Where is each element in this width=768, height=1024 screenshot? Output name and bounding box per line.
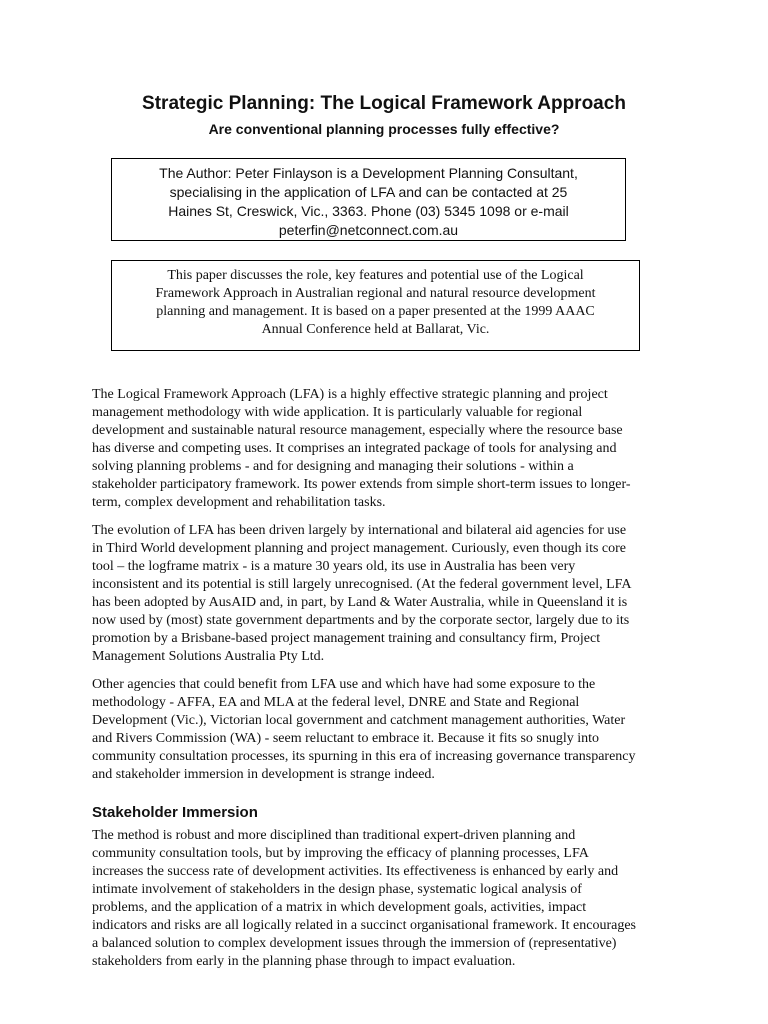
text-line: increases the success rate of development activities. Its effectiveness is enhanced by early and [92, 864, 619, 879]
text-segment: LFA [559, 846, 589, 861]
author-line: specialising in the application of LFA and can be contacted at 25 [169, 184, 568, 200]
text-line [92, 845, 684, 863]
text-line: term, complex development and rehabilitation tasks. [92, 495, 386, 510]
text-line: stakeholder participatory framework. Its power extends from simple short-term issues to longer- [92, 477, 631, 492]
document-subtitle: Are conventional planning processes fully effective? [208, 121, 560, 137]
author-line: Haines St, Creswick, Vic., 3363. Phone (03) 5345 1098 or e-mail [168, 203, 569, 219]
text-line: tool – the logframe matrix - is a mature 30 years old, its use in Australia has been very [92, 559, 576, 574]
author-box [111, 158, 626, 241]
text-line: problems, and the application of a matrix in which development goals, activities, impact [92, 900, 587, 915]
abstract-line: Framework Approach in Australian regional and natural resource development [155, 286, 596, 301]
document-body [92, 386, 684, 981]
paragraph-stakeholder [92, 827, 684, 971]
text-line: now used by (most) state government departments and by the corporate sector, largely due to its [92, 613, 630, 628]
text-line: The Logical Framework Approach (LFA) is a highly effective strategic planning and project [92, 387, 608, 402]
text-line: Development (Vic.), Victorian local government and catchment management authorities, Water [92, 713, 626, 728]
text-line: inconsistent and its potential is still largely unrecognised. (At the federal government level, LFA [92, 577, 632, 592]
text-line: solving planning problems - and for designing and managing their solutions - within a [92, 459, 574, 474]
text-line: indicators and risks are all logically related in a succinct organisational framework. It encourages [92, 918, 636, 933]
paragraph-agencies [92, 676, 684, 784]
text-line: in Third World development planning and project management. Curiously, even though its core [92, 541, 626, 556]
text-line: has diverse and competing uses. It comprises an integrated package of tools for analysing and [92, 441, 617, 456]
text-line: a balanced solution to complex development issues through the immersion of (representative) [92, 936, 617, 951]
text-line: development and sustainable natural resource management, especially where the resource base [92, 423, 623, 438]
text-line: intimate involvement of stakeholders in the design phase, systematic logical analysis of [92, 882, 582, 897]
author-line: The Author: Peter Finlayson is a Development Planning Consultant, [159, 165, 578, 181]
underlined-comma: , [556, 846, 560, 861]
text-line: The evolution of LFA has been driven largely by international and bilateral aid agencies for use [92, 523, 627, 538]
text-line: community consultation processes, its spurning in this era of increasing governance transparency [92, 749, 636, 764]
text-line: Other agencies that could benefit from LFA use and which have had some exposure to the [92, 677, 596, 692]
abstract-line: planning and management. It is based on a paper presented at the 1999 AAAC [156, 304, 595, 319]
text-line: stakeholders from early in the planning phase through to impact evaluation. [92, 954, 516, 969]
text-line: methodology - AFFA, EA and MLA at the federal level, DNRE and State and Regional [92, 695, 580, 710]
paragraph-evolution [92, 522, 684, 666]
text-line: and Rivers Commission (WA) - seem reluctant to embrace it. Because it fits so snugly into [92, 731, 600, 746]
text-line: management methodology with wide application. It is particularly valuable for regional [92, 405, 583, 420]
text-line: The method is robust and more disciplined than traditional expert-driven planning and [92, 828, 576, 843]
author-email: peterfin@netconnect.com.au [278, 222, 459, 238]
abstract-line: Annual Conference held at Ballarat, Vic. [261, 322, 490, 337]
text-line: has been adopted by AusAID and, in part, by Land & Water Australia, while in Queensland it is [92, 595, 628, 610]
paragraph-intro [92, 386, 684, 512]
abstract-box [111, 260, 640, 351]
text-segment: community consultation tools, but by improving the efficacy of planning processes [92, 846, 557, 861]
document-title: Strategic Planning: The Logical Framework Approach [142, 93, 626, 114]
section-heading: Stakeholder Immersion [92, 804, 258, 821]
text-line: and stakeholder immersion in development is strange indeed. [92, 767, 435, 782]
abstract-line: This paper discusses the role, key features and potential use of the Logical [167, 268, 584, 283]
text-line: Management Solutions Australia Pty Ltd. [92, 649, 325, 664]
text-line: promotion by a Brisbane-based project management training and consultancy firm, Project [92, 631, 601, 646]
